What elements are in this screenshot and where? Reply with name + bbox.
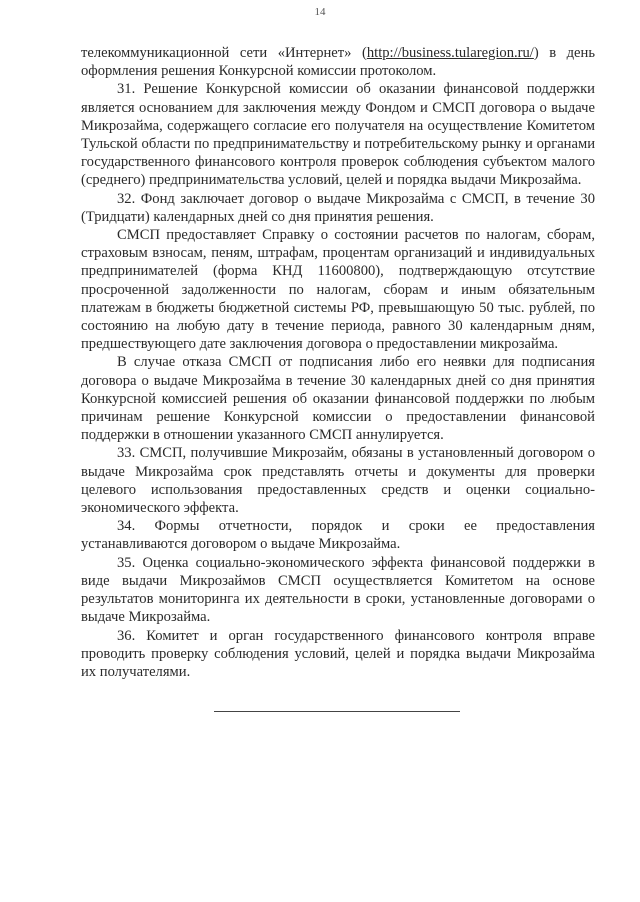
paragraph-continuation: [81, 44, 595, 80]
paragraph-text: телекоммуникационной сети «Интернет» (: [81, 45, 367, 61]
paragraph-32-refusal: В случае отказа СМСП от подписания либо его неявки для подписания договора о выдаче Микрозайма в течение 30 календарных дней со дня принятия Конкурсной комиссией решения об оказании финансовой поддержки по любым причинам решение Конкурсной комиссии о предоставлении финансовой поддержки в отношении указанного СМСП аннулируется.: [81, 354, 595, 444]
paragraph-34: 34. Формы отчетности, порядок и сроки ее предоставления устанавливаются договором о выдаче Микрозайма.: [81, 518, 595, 553]
paragraph-32: 32. Фонд заключает договор о выдаче Микрозайма с СМСП, в течение 30 (Тридцати) календарных дней со дня принятия решения.: [81, 190, 595, 225]
end-of-document-divider: [214, 711, 460, 712]
paragraph-text: ) в день оформления решения Конкурсной комиссии протоколом.: [81, 45, 595, 80]
paragraph-35: 35. Оценка социально-экономического эффекта финансовой поддержки в виде выдачи Микрозаймов СМСП осуществляется Комитетом на основе результатов мониторинга их деятельности в сроки, установленные договорами о выдаче Микрозайма.: [81, 554, 595, 626]
paragraph-33: 33. СМСП, получившие Микрозайм, обязаны в установленный договором о выдаче Микрозайма срок представлять отчеты и документы для проверки целевого использования предоставленных средств и оценки социально-экономического эффекта.: [81, 445, 595, 517]
page-number: 14: [314, 6, 326, 18]
website-link[interactable]: http://business.tularegion.ru/: [366, 45, 534, 61]
paragraph-31: 31. Решение Конкурсной комиссии об оказании финансовой поддержки является основанием для заключения между Фондом и СМСП договора о выдаче Микрозайма, содержащего согласие его получателя на осуществление Комитетом Тульской области по предпринимательству и потребительскому рынку и органами государственного финансового контроля проверок соблюдения субъектом малого (среднего) предпринимательства условий, целей и порядка выдачи Микрозайма.: [81, 81, 595, 189]
document-body: [81, 44, 595, 681]
paragraph-36: 36. Комитет и орган государственного финансового контроля вправе проводить проверку соблюдения условий, целей и порядка выдачи Микрозайма их получателями.: [81, 627, 595, 680]
paragraph-32-certificate: СМСП предоставляет Справку о состоянии расчетов по налогам, сборам, страховым взносам, пеням, штрафам, процентам организаций и индивидуальных предпринимателей (форма КНД 11600800), подтверждающую отсутствие просроченной задолженности по налогам, сборам и иным обязательным платежам в бюджеты бюджетной системы РФ, превышающую 50 тыс. рублей, по состоянию на любую дату в течение периода, равного 30 календарным дням, предшествующего дате заключения договора о предоставлении микрозайма.: [81, 227, 595, 353]
